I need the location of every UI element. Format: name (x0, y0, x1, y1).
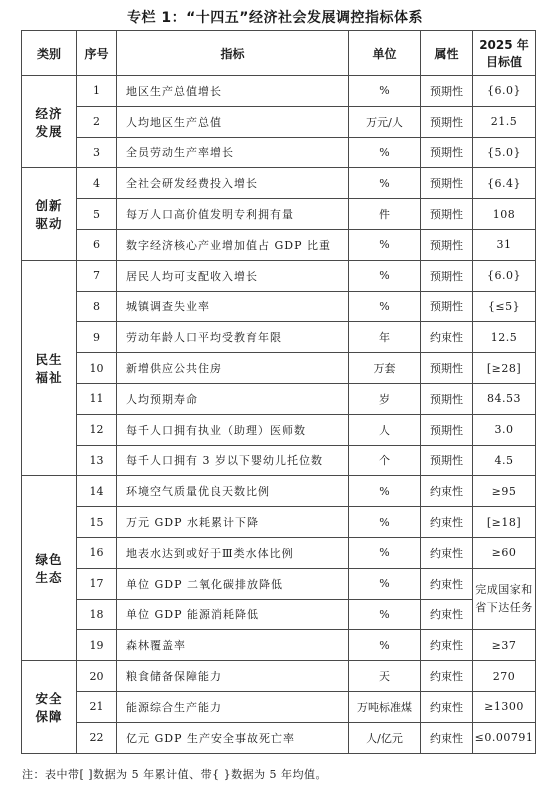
indicator-cell: 劳动年龄人口平均受教育年限 (117, 322, 349, 353)
indicator-cell: 森林覆盖率 (117, 630, 349, 661)
unit-cell: 岁 (349, 383, 421, 414)
unit-cell: 天 (349, 661, 421, 692)
attribute-cell: 预期性 (421, 445, 473, 476)
seq-cell: 12 (77, 414, 117, 445)
attribute-cell: 预期性 (421, 199, 473, 230)
attribute-cell: 约束性 (421, 691, 473, 722)
unit-cell: 万元/人 (349, 106, 421, 137)
table-body (22, 76, 536, 754)
table-row (22, 722, 536, 753)
category-cell: 绿色 生态 (22, 476, 77, 661)
indicator-cell: 居民人均可支配收入增长 (117, 260, 349, 291)
target-cell: {6.0} (473, 260, 536, 291)
table-row (22, 168, 536, 199)
unit-cell: % (349, 599, 421, 630)
category-cell: 民生 福祉 (22, 260, 77, 476)
table-row (22, 229, 536, 260)
indicator-cell: 单位 GDP 二氧化碳排放降低 (117, 568, 349, 599)
seq-cell: 11 (77, 383, 117, 414)
table-row (22, 76, 536, 107)
seq-cell: 2 (77, 106, 117, 137)
seq-cell: 22 (77, 722, 117, 753)
table-row (22, 537, 536, 568)
table-row (22, 106, 536, 137)
unit-cell: % (349, 76, 421, 107)
attribute-cell: 预期性 (421, 76, 473, 107)
indicator-table (21, 30, 536, 754)
attribute-cell: 预期性 (421, 383, 473, 414)
unit-cell: % (349, 630, 421, 661)
indicator-cell: 单位 GDP 能源消耗降低 (117, 599, 349, 630)
page-title: 专栏 1：“十四五”经济社会发展调控指标体系 (126, 10, 424, 26)
attribute-cell: 约束性 (421, 661, 473, 692)
unit-cell: % (349, 137, 421, 168)
target-cell: 3.0 (473, 414, 536, 445)
target-cell: ≥1300 (473, 691, 536, 722)
table-row (22, 322, 536, 353)
target-cell: 21.5 (473, 106, 536, 137)
seq-cell: 18 (77, 599, 117, 630)
target-cell: {5.0} (473, 137, 536, 168)
seq-cell: 9 (77, 322, 117, 353)
unit-cell: % (349, 507, 421, 538)
target-cell: {6.0} (473, 76, 536, 107)
header-unit: 单位 (349, 31, 421, 76)
seq-cell: 19 (77, 630, 117, 661)
attribute-cell: 约束性 (421, 722, 473, 753)
seq-cell: 5 (77, 199, 117, 230)
seq-cell: 17 (77, 568, 117, 599)
header-target-line2: 目标值 (485, 55, 522, 69)
unit-cell: % (349, 168, 421, 199)
header-attribute: 属性 (421, 31, 473, 76)
unit-cell: % (349, 537, 421, 568)
header-seq: 序号 (77, 31, 117, 76)
unit-cell: 万吨标准煤 (349, 691, 421, 722)
target-cell: ≥60 (473, 537, 536, 568)
attribute-cell: 预期性 (421, 353, 473, 384)
target-cell: 12.5 (473, 322, 536, 353)
category-cell: 经济 发展 (22, 76, 77, 168)
attribute-cell: 约束性 (421, 630, 473, 661)
attribute-cell: 约束性 (421, 507, 473, 538)
target-cell: 31 (473, 229, 536, 260)
indicator-cell: 全社会研发经费投入增长 (117, 168, 349, 199)
table-row (22, 137, 536, 168)
indicator-cell: 亿元 GDP 生产安全事故死亡率 (117, 722, 349, 753)
unit-cell: % (349, 476, 421, 507)
unit-cell: % (349, 260, 421, 291)
indicator-cell: 每千人口拥有执业（助理）医师数 (117, 414, 349, 445)
unit-cell: % (349, 229, 421, 260)
seq-cell: 8 (77, 291, 117, 322)
unit-cell: 人 (349, 414, 421, 445)
seq-cell: 20 (77, 661, 117, 692)
indicator-cell: 地表水达到或好于Ⅲ类水体比例 (117, 537, 349, 568)
unit-cell: 件 (349, 199, 421, 230)
attribute-cell: 预期性 (421, 229, 473, 260)
seq-cell: 15 (77, 507, 117, 538)
target-cell: ≥37 (473, 630, 536, 661)
target-cell: [≥18] (473, 507, 536, 538)
target-cell: {≤5} (473, 291, 536, 322)
target-cell: {6.4} (473, 168, 536, 199)
footnote: 注：表中带[ ]数据为 5 年累计值、带{ }数据为 5 年均值。 (22, 768, 328, 781)
unit-cell: 年 (349, 322, 421, 353)
indicator-cell: 环境空气质量优良天数比例 (117, 476, 349, 507)
target-cell: 270 (473, 661, 536, 692)
attribute-cell: 预期性 (421, 106, 473, 137)
target-cell: 108 (473, 199, 536, 230)
attribute-cell: 约束性 (421, 322, 473, 353)
table-row (22, 630, 536, 661)
target-cell: 完成国家和 省下达任务 (473, 568, 536, 630)
indicator-cell: 能源综合生产能力 (117, 691, 349, 722)
seq-cell: 16 (77, 537, 117, 568)
unit-cell: % (349, 568, 421, 599)
attribute-cell: 预期性 (421, 137, 473, 168)
header-category: 类别 (22, 31, 77, 76)
indicator-cell: 全员劳动生产率增长 (117, 137, 349, 168)
seq-cell: 6 (77, 229, 117, 260)
attribute-cell: 预期性 (421, 291, 473, 322)
table-row (22, 291, 536, 322)
category-cell: 创新 驱动 (22, 168, 77, 260)
target-cell: ≤0.00791 (473, 722, 536, 753)
seq-cell: 10 (77, 353, 117, 384)
target-cell: ≥95 (473, 476, 536, 507)
table-row (22, 199, 536, 230)
indicator-cell: 每万人口高价值发明专利拥有量 (117, 199, 349, 230)
attribute-cell: 预期性 (421, 168, 473, 199)
indicator-cell: 人均地区生产总值 (117, 106, 349, 137)
attribute-cell: 约束性 (421, 599, 473, 630)
table-row (22, 260, 536, 291)
seq-cell: 3 (77, 137, 117, 168)
table-row (22, 568, 536, 599)
indicator-cell: 数字经济核心产业增加值占 GDP 比重 (117, 229, 349, 260)
category-cell: 安全 保障 (22, 661, 77, 753)
table-row (22, 383, 536, 414)
indicator-cell: 地区生产总值增长 (117, 76, 349, 107)
table-row (22, 414, 536, 445)
unit-cell: 个 (349, 445, 421, 476)
table-row (22, 353, 536, 384)
seq-cell: 13 (77, 445, 117, 476)
table-row (22, 691, 536, 722)
target-cell: 4.5 (473, 445, 536, 476)
table-row (22, 445, 536, 476)
attribute-cell: 约束性 (421, 476, 473, 507)
unit-cell: % (349, 291, 421, 322)
table-row (22, 599, 536, 630)
target-cell: 84.53 (473, 383, 536, 414)
table-row (22, 507, 536, 538)
seq-cell: 1 (77, 76, 117, 107)
attribute-cell: 预期性 (421, 414, 473, 445)
indicator-cell: 城镇调查失业率 (117, 291, 349, 322)
table-header-row (22, 31, 536, 76)
seq-cell: 21 (77, 691, 117, 722)
seq-cell: 4 (77, 168, 117, 199)
header-target (473, 31, 536, 76)
table-row (22, 476, 536, 507)
seq-cell: 7 (77, 260, 117, 291)
seq-cell: 14 (77, 476, 117, 507)
indicator-cell: 粮食储备保障能力 (117, 661, 349, 692)
header-target-line1: 2025 年 (479, 38, 529, 52)
unit-cell: 人/亿元 (349, 722, 421, 753)
target-cell: [≥28] (473, 353, 536, 384)
indicator-cell: 新增供应公共住房 (117, 353, 349, 384)
indicator-cell: 每千人口拥有 3 岁以下婴幼儿托位数 (117, 445, 349, 476)
attribute-cell: 约束性 (421, 537, 473, 568)
attribute-cell: 约束性 (421, 568, 473, 599)
header-indicator: 指标 (117, 31, 349, 76)
unit-cell: 万套 (349, 353, 421, 384)
indicator-cell: 人均预期寿命 (117, 383, 349, 414)
table-row (22, 661, 536, 692)
indicator-cell: 万元 GDP 水耗累计下降 (117, 507, 349, 538)
attribute-cell: 预期性 (421, 260, 473, 291)
